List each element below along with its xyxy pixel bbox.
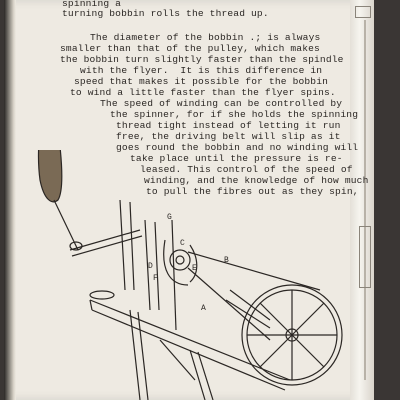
text-line: The speed of winding can be controlled by <box>100 98 343 109</box>
maiden-post <box>120 200 134 290</box>
page-tab-marker <box>355 6 371 18</box>
leg <box>190 350 213 400</box>
page-edge-line <box>364 20 366 380</box>
post-g <box>172 220 176 330</box>
label-a: A <box>201 304 206 313</box>
text-line: smaller than that of the pulley, which makes <box>60 43 320 54</box>
text-line: spinning a <box>62 0 122 9</box>
text-line: winding, and the knowledge of how much <box>144 175 369 186</box>
distaff-fibre <box>38 150 61 202</box>
text-line: leased. This control of the speed of <box>140 164 353 175</box>
page-tab-marker <box>359 226 371 288</box>
text-line: turning bobbin rolls the thread up. <box>62 8 269 19</box>
text-line: speed that makes it possible for the bobbin <box>74 76 329 87</box>
page-edge-stack <box>350 0 374 400</box>
drive-belt-top <box>188 252 320 290</box>
label-g: G <box>167 213 172 222</box>
spinning-wheel-illustration <box>30 150 350 400</box>
label-d: D <box>148 262 153 271</box>
text-line: to wind a little faster than the flyer spins. <box>70 87 336 98</box>
label-e: E <box>192 264 197 273</box>
table-bed <box>90 300 290 390</box>
text-line: take place until the pressure is re- <box>130 153 343 164</box>
text-line: The diameter of the bobbin .; is always <box>90 32 321 43</box>
page-gutter <box>4 0 16 400</box>
text-line: the bobbin turn slightly faster than the spindle <box>60 54 344 65</box>
text-line: thread tight instead of letting it run <box>116 120 341 131</box>
wheel-support <box>226 290 270 328</box>
text-line: the spinner, for if she holds the spinning <box>110 109 359 120</box>
label-b: B <box>224 256 229 265</box>
text-line: with the flyer. It is this difference in <box>80 65 323 76</box>
leg <box>130 310 148 400</box>
text-line: free, the driving belt will slip as it <box>116 131 341 142</box>
label-c: C <box>180 239 185 248</box>
label-f: F <box>153 274 158 283</box>
text-line: to pull the fibres out as they spin, <box>146 186 359 197</box>
text-line: goes round the bobbin and no winding will <box>116 142 359 153</box>
